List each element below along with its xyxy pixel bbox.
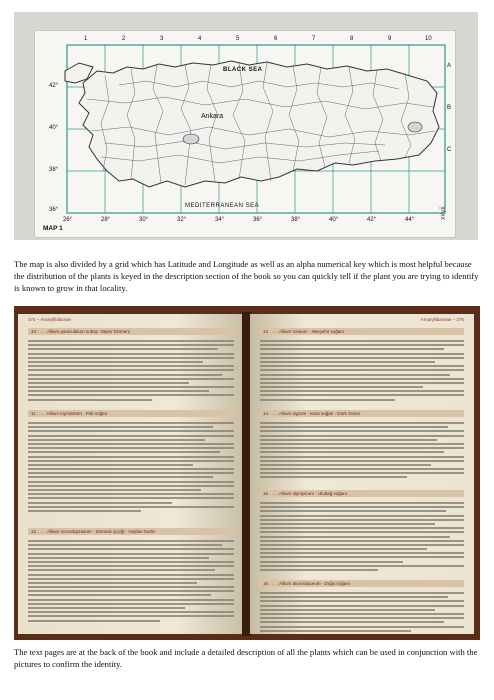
species-heading: 13 . . . . Allium roseum · Nevşehir soğanı (260, 328, 464, 335)
grid-number: 3 (160, 36, 164, 42)
description-text (28, 422, 234, 514)
grid-number: 5 (236, 36, 240, 42)
caption-map-description: The map is also divided by a grid which has Latitude and Longitude as well as an alpha numerical key which is most helpful because the distribution of the plants is keyed in the description section of the book so you can quickly tell if the plant you are trying to identify is known to grow in that locality. (14, 259, 479, 293)
latitude-label: 38° (49, 167, 59, 173)
longitude-label: 44° (405, 217, 415, 223)
latitude-label: 36° (49, 207, 59, 213)
map-number-label: MAP 1 (43, 225, 63, 232)
book-text-pages-photo (14, 306, 480, 640)
map-photo (14, 12, 478, 240)
map-card (34, 30, 456, 238)
description-text (260, 340, 464, 403)
grid-number: 9 (388, 36, 392, 42)
species-heading: 15 . . . . Allium olympicum · Uludağ soğanı (260, 490, 464, 497)
longitude-label: 40° (329, 217, 339, 223)
map-page-number: xxvii (440, 206, 447, 220)
grid-number: 6 (274, 36, 278, 42)
species-heading: 12 . . . . Allium scorodoprasum · Semsuk çiçeği · Hoşlas Garlic (28, 528, 234, 535)
description-text (260, 422, 464, 481)
grid-letter: A (447, 63, 452, 69)
latitude-label: 40° (49, 125, 59, 131)
species-heading: 10 . . . . Allium paniculatum subsp. Nepsr körmeni (28, 328, 234, 335)
right-page (250, 314, 474, 634)
species-heading: 16 . . . . Allium atroviolaceum · Doğu soğanı (260, 580, 464, 587)
longitude-label: 38° (291, 217, 301, 223)
right-running-head: Amaryllidaceae – 275 (420, 317, 464, 322)
latitude-label: 42° (49, 83, 59, 89)
black-sea-label: BLACK SEA (223, 67, 263, 73)
species-heading: 14 . . . . Allium nigrum · Kara soğan · Dark Onion (260, 410, 464, 417)
longitude-label: 30° (139, 217, 149, 223)
grid-number: 1 (84, 36, 88, 42)
longitude-label: 36° (253, 217, 263, 223)
description-text (28, 540, 234, 624)
description-text (260, 502, 464, 573)
grid-number: 7 (312, 36, 316, 42)
longitude-label: 34° (215, 217, 225, 223)
description-text (260, 592, 464, 634)
grid-number: 2 (122, 36, 126, 42)
mediterranean-label: MEDITERRANEAN SEA (185, 203, 260, 209)
longitude-label: 28° (101, 217, 111, 223)
ankara-label: Ankara (201, 113, 224, 120)
description-text (28, 340, 234, 403)
longitude-label: 42° (367, 217, 377, 223)
grid-number: 4 (198, 36, 202, 42)
left-running-head: 274 – Amaryllidaceae (28, 317, 72, 322)
species-heading: 11 . . . . Allium myrsinitum · Pak soğan (28, 410, 234, 417)
longitude-label: 26° (63, 217, 73, 223)
longitude-label: 32° (177, 217, 187, 223)
grid-number: 10 (425, 36, 432, 42)
grid-number: 8 (350, 36, 354, 42)
caption-text-pages: The text pages are at the back of the book and include a detailed description of all the plants which can be used in conjunction with the pictures to confirm the identity. (14, 647, 478, 669)
grid-letter: B (447, 105, 452, 111)
left-page (18, 314, 244, 634)
grid-letter: C (447, 147, 452, 153)
